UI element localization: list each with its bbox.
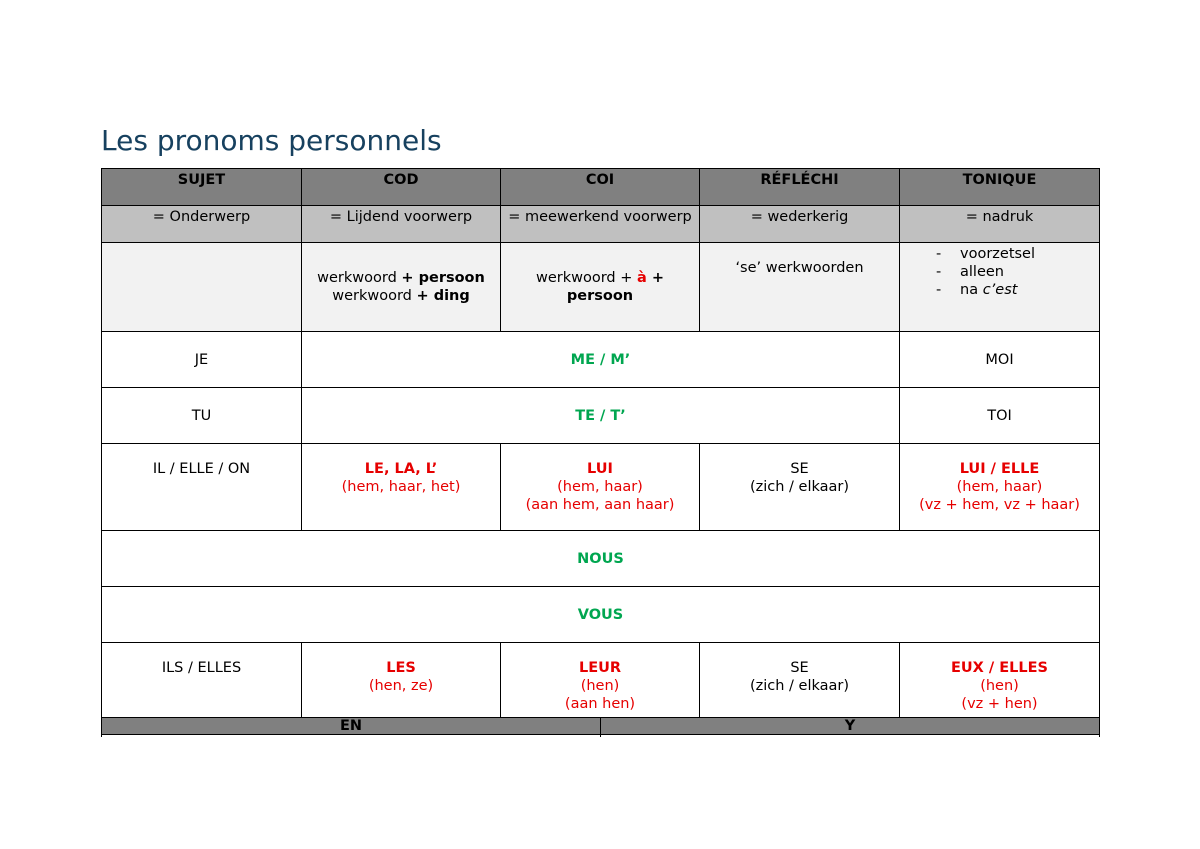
desc-tonique (900, 243, 1100, 332)
tonique-il: LUI / ELLE (hem, haar) (vz + hem, vz + haar) (900, 444, 1100, 531)
header-y: Y (601, 718, 1100, 735)
header-sujet: SUJET (102, 169, 302, 206)
page-title: Les pronoms personnels (101, 124, 442, 157)
sub-reflechi: = wederkerig (700, 206, 900, 243)
tonique-moi: MOI (900, 332, 1100, 388)
subject-je: JE (102, 332, 302, 388)
row-nous (102, 531, 1100, 587)
pronoun-nous: NOUS (102, 531, 1100, 587)
row-vous (102, 587, 1100, 643)
header-cod: COD (302, 169, 501, 206)
reflechi-ils: SE (zich / elkaar) (700, 643, 900, 730)
tonique-usage-list (904, 245, 1095, 299)
sub-coi: = meewerkend voorwerp (501, 206, 700, 243)
desc-reflechi: ‘se’ werkwoorden (700, 243, 900, 332)
row-il (102, 444, 1100, 531)
row-je (102, 332, 1100, 388)
subject-ils: ILS / ELLES (102, 643, 302, 730)
header-tonique: TONIQUE (900, 169, 1100, 206)
tonique-ils: EUX / ELLES (hen) (vz + hen) (900, 643, 1100, 730)
sub-tonique: = nadruk (900, 206, 1100, 243)
header-coi: COI (501, 169, 700, 206)
tonique-toi: TOI (900, 388, 1100, 444)
subject-il: IL / ELLE / ON (102, 444, 302, 531)
subheader-row (102, 206, 1100, 243)
coi-il: LUI (hem, haar) (aan hem, aan haar) (501, 444, 700, 531)
reflechi-il: SE (zich / elkaar) (700, 444, 900, 531)
pronoun-vous: VOUS (102, 587, 1100, 643)
list-item: - na c’est (936, 281, 1095, 299)
en-y-header-row (102, 718, 1100, 735)
en-y-table (101, 717, 1100, 737)
description-row (102, 243, 1100, 332)
en-cell (102, 735, 601, 738)
header-row (102, 169, 1100, 206)
pronoun-me: ME / M’ (302, 332, 900, 388)
header-reflechi: RÉFLÉCHI (700, 169, 900, 206)
y-cell (601, 735, 1100, 738)
header-en: EN (102, 718, 601, 735)
coi-ils: LEUR (hen) (aan hen) (501, 643, 700, 730)
row-tu (102, 388, 1100, 444)
desc-coi: werkwoord + à + persoon (501, 243, 700, 332)
cod-il: LE, LA, L’ (hem, haar, het) (302, 444, 501, 531)
desc-sujet (102, 243, 302, 332)
pronouns-table (101, 168, 1100, 730)
subject-tu: TU (102, 388, 302, 444)
list-item: - alleen (936, 263, 1095, 281)
pronoun-te: TE / T’ (302, 388, 900, 444)
en-y-body-row (102, 735, 1100, 738)
cod-ils: LES (hen, ze) (302, 643, 501, 730)
sub-cod: = Lijdend voorwerp (302, 206, 501, 243)
sub-sujet: = Onderwerp (102, 206, 302, 243)
list-item: - voorzetsel (936, 245, 1095, 263)
desc-cod: werkwoord + persoon werkwoord + ding (302, 243, 501, 332)
